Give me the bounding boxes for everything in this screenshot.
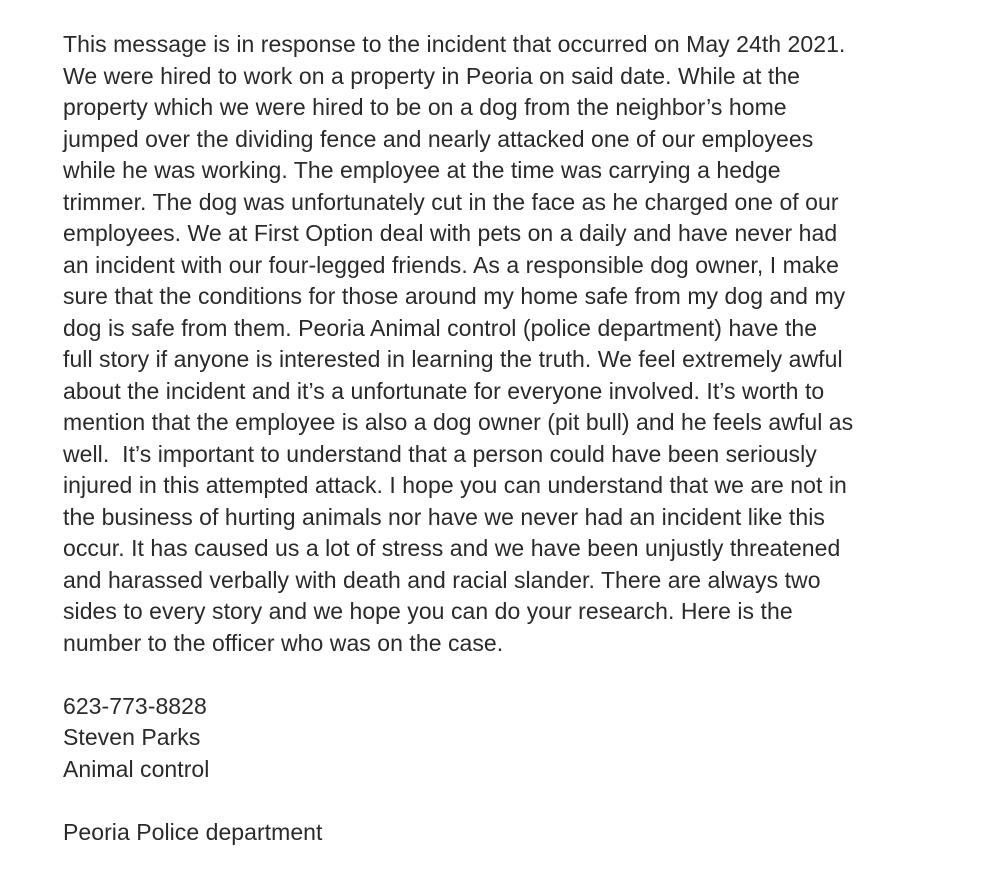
message-line: while he was working. The employee at the time was carrying a hedge — [63, 157, 781, 183]
message-line: the business of hurting animals nor have we never had an incident like this — [63, 503, 825, 530]
organization-name: Peoria Police department — [63, 818, 323, 845]
message-line: jumped over the dividing fence and nearly attacked one of our employees — [63, 125, 814, 152]
message-line: sides to every story and we hope you can do your research. Here is the — [63, 598, 793, 624]
blank-line — [63, 785, 943, 817]
contact-phone: 623-773-8828 — [63, 692, 207, 719]
message-line: sure that the conditions for those around my home safe from my dog and my — [63, 283, 846, 309]
message-line: occur. It has caused us a lot of stress and we have been unjustly threatened — [63, 535, 841, 561]
message-line: about the incident and it’s a unfortunate for everyone involved. It’s worth to — [63, 377, 825, 404]
message-paragraph — [63, 29, 943, 659]
message-line: dog is safe from them. Peoria Animal control (police department) have the — [63, 314, 818, 341]
message-line: an incident with our four-legged friends. As a responsible dog owner, I make — [63, 251, 840, 278]
message-line: employees. We at First Option deal with pets on a daily and have never had — [63, 220, 838, 246]
message-line: well. It’s important to understand that a person could have been seriously — [63, 440, 817, 467]
message-line: trimmer. The dog was unfortunately cut in the face as he charged one of our — [63, 188, 839, 215]
message-line: property which we were hired to be on a dog from the neighbor’s home — [63, 94, 787, 120]
message-line: This message is in response to the incident that occurred on May 24th 2021. — [63, 31, 846, 57]
contact-name: Steven Parks — [63, 724, 201, 750]
document-body — [63, 29, 943, 848]
message-line: number to the officer who was on the case. — [63, 629, 504, 656]
message-line: mention that the employee is also a dog owner (pit bull) and he feels awful as — [63, 409, 854, 435]
message-line: and harassed verbally with death and racial slander. There are always two — [63, 566, 821, 593]
message-line: full story if anyone is interested in learning the truth. We feel extremely awful — [63, 346, 843, 372]
message-line: injured in this attempted attack. I hope you can understand that we are not in — [63, 472, 847, 498]
contact-block — [63, 691, 943, 786]
blank-line — [63, 659, 943, 691]
message-line: We were hired to work on a property in Peoria on said date. While at the — [63, 62, 801, 89]
contact-role: Animal control — [63, 755, 210, 782]
